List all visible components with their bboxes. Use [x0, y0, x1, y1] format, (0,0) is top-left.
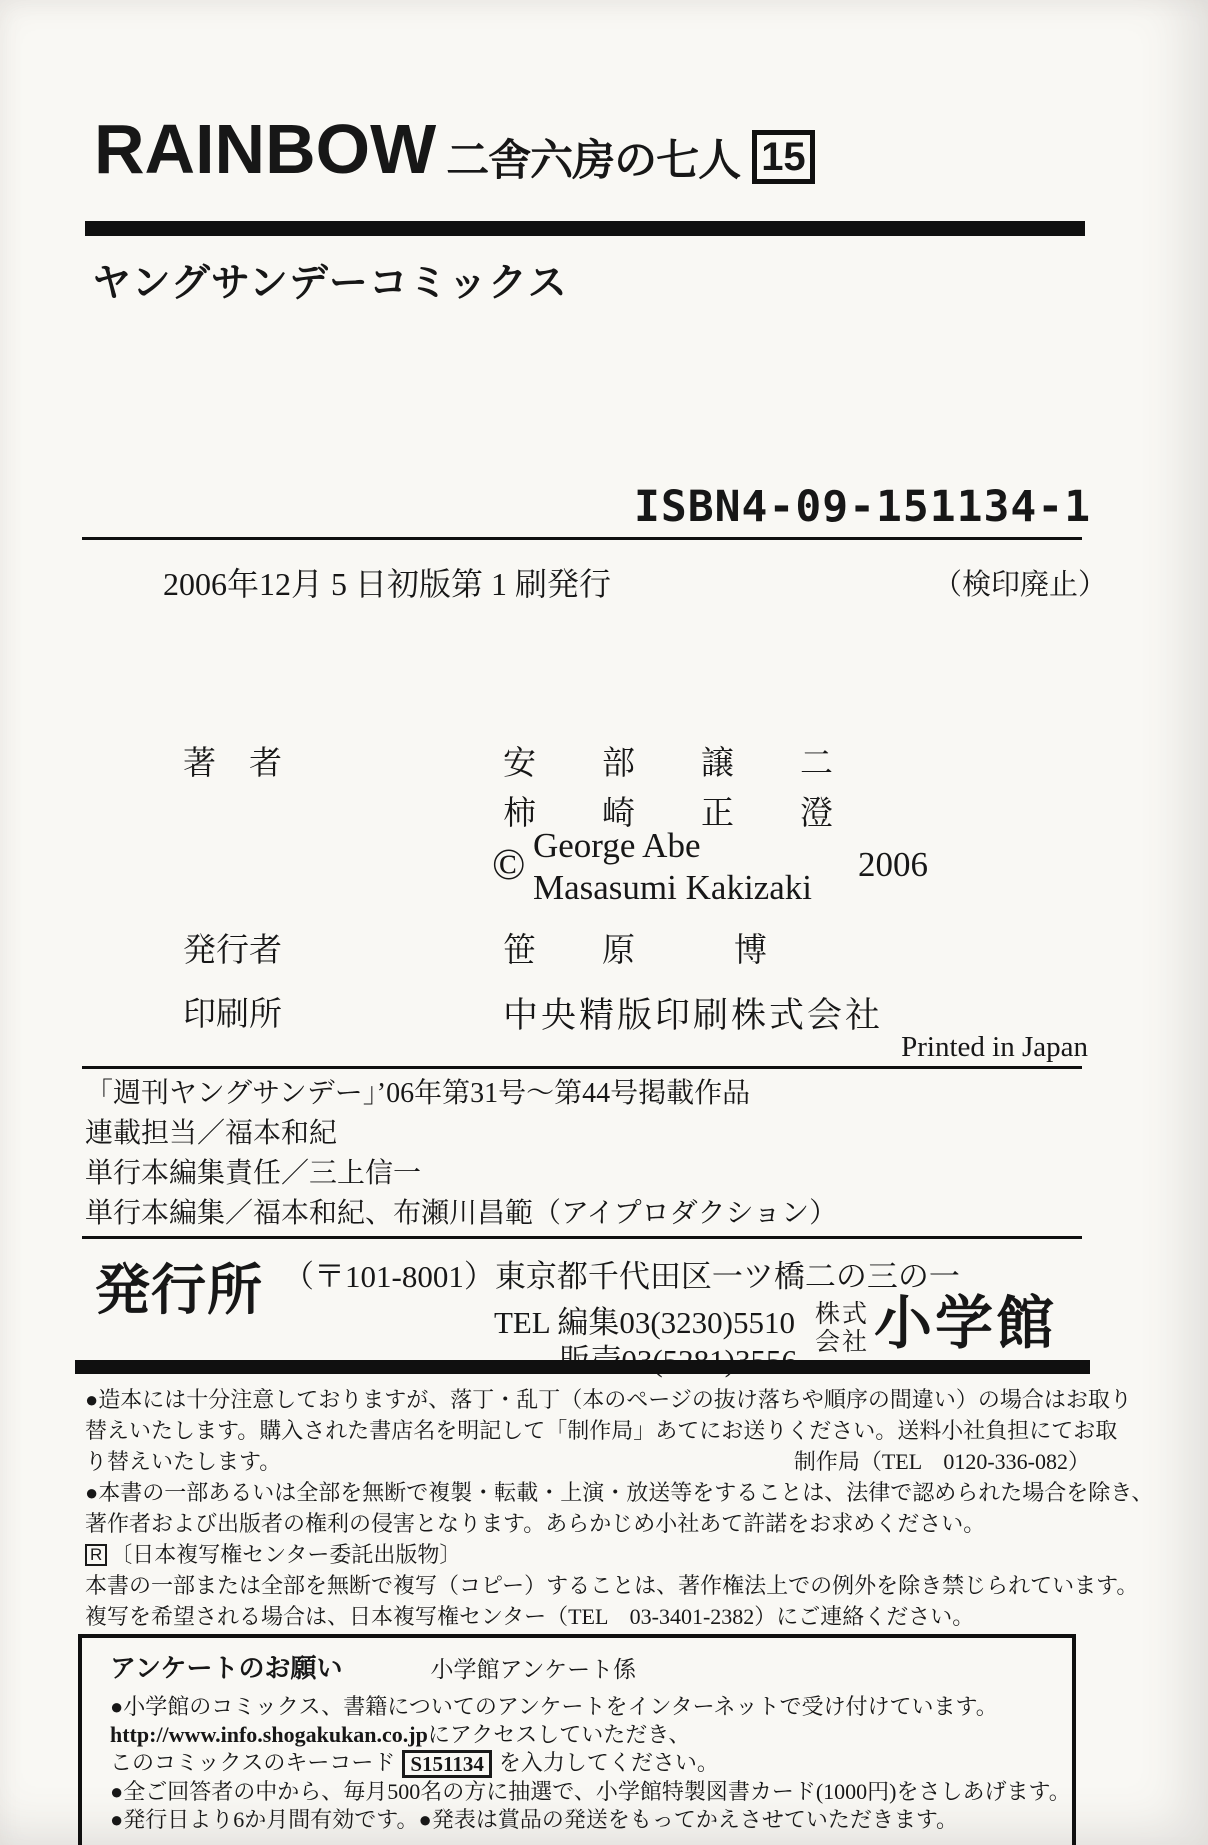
copyright-year: 2006	[858, 845, 928, 884]
binding-notice-line-3	[85, 1446, 1090, 1477]
volume-editors: 単行本編集／福本和紀、布瀬川昌範（アイプロダクション）	[85, 1198, 838, 1229]
divider-thick-publisher	[75, 1360, 1090, 1374]
serialization-editor: 連載担当／福本和紀	[85, 1118, 338, 1149]
author-name-1: 安 部 譲 二	[503, 746, 833, 782]
survey-request-box	[78, 1634, 1076, 1845]
survey-line-internet: ●小学館のコミックス、書籍についてのアンケートをインターネットで受け付けています。	[110, 1694, 998, 1719]
survey-url-text: http://www.info.shogakukan.co.jp	[110, 1722, 428, 1747]
survey-department: 小学館アンケート係	[430, 1657, 637, 1682]
edition-date-line: 2006年12月 5 日初版第 1 刷発行	[163, 566, 612, 602]
copyright-symbol: ©	[492, 840, 526, 889]
jrrc-entrusted-line	[85, 1539, 1090, 1570]
copyright-holder-1: George Abe	[533, 826, 701, 865]
author-name-2: 柿 崎 正 澄	[503, 796, 833, 832]
keycode-suffix: を入力してください。	[498, 1750, 719, 1775]
isbn-number: ISBN4-09-151134-1	[634, 482, 1092, 532]
company-type-stack	[815, 1301, 869, 1357]
author-label: 著 者	[183, 746, 282, 782]
publisher-company-name: 小学館	[874, 1291, 1058, 1356]
survey-title: アンケートのお願い	[110, 1653, 343, 1683]
divider-thin-serial	[82, 1236, 1082, 1239]
survey-line-validity: ●発行日より6か月間有効です。●発表は賞品の発送をもってかえさせていただきます。	[110, 1807, 959, 1832]
company-type-bottom: 会社	[815, 1329, 870, 1356]
publisher-person-name: 笹 原 博	[503, 933, 767, 969]
divider-thin-credits	[82, 1066, 1082, 1069]
printed-in-japan: Printed in Japan	[901, 1031, 1088, 1063]
title-latin: RAINBOW	[94, 110, 437, 188]
photocopy-notice-line-1: 本書の一部または全部を無断で複写（コピー）することは、著作権法上での例外を除き禁じられています。	[85, 1573, 1139, 1598]
legal-notices	[85, 1384, 1154, 1632]
production-bureau-contact: 制作局（TEL 0120-336-082）	[793, 1449, 1090, 1474]
jrrc-entrusted-text: 〔日本複写権センター委託出版物〕	[110, 1542, 462, 1567]
volume-chief-editor: 単行本編集責任／三上信一	[85, 1158, 422, 1189]
key-code-badge: S151134	[402, 1750, 492, 1778]
copyright-holder-2: Masasumi Kakizaki	[533, 868, 812, 907]
company-type-top: 株式	[815, 1301, 870, 1328]
publishing-house-label: 発行所	[95, 1259, 264, 1321]
book-title	[94, 110, 815, 188]
volume-number-badge: 15	[752, 130, 815, 184]
binding-notice-line-1: ●造本には十分注意しておりますが、落丁・乱丁（本のページの抜け落ちや順序の間違い）の場合はお取り	[85, 1387, 1132, 1412]
serialization-source: 「週刊ヤングサンデー」’06年第31号～第44号掲載作品	[85, 1078, 751, 1109]
photocopy-notice-line-2: 複写を希望される場合は、日本複写権センター（TEL 03-3401-2382）にご連絡ください。	[85, 1604, 975, 1629]
inspection-seal-note: （検印廃止）	[933, 569, 1108, 601]
copyright-notice-line-1: ●本書の一部あるいは全部を無断で複製・転載・上演・放送等をすることは、法律で認められた場合を除き、	[85, 1480, 1154, 1505]
binding-notice-line-2: 替えいたします。購入された書店名を明記して「制作局」あてにお送りください。送料小社負担にてお取	[85, 1418, 1118, 1443]
title-japanese-subtitle: 二舎六房の七人	[446, 136, 741, 185]
divider-thin-isbn	[82, 537, 1082, 540]
publisher-tel-editing: TEL 編集03(3230)5510	[493, 1305, 795, 1340]
survey-line-keycode	[110, 1749, 1044, 1778]
printer-name: 中央精版印刷株式会社	[503, 996, 884, 1035]
divider-thick-title	[85, 221, 1085, 236]
publisher-person-label: 発行者	[183, 933, 282, 969]
survey-line-prize: ●全ご回答者の中から、毎月500名の方に抽選で、小学館特製図書カード(1000円)をさしあげます。	[110, 1779, 1071, 1804]
series-imprint-label: ヤングサンデーコミックス	[92, 262, 568, 305]
keycode-prefix: このコミックスのキーコード	[110, 1750, 396, 1775]
copyright-notice-line-2: 著作者および出版者の権利の侵害となります。あらかじめ小社あて許諾をお求めください。	[85, 1511, 986, 1536]
registered-jrrc-mark-icon: R	[85, 1544, 107, 1566]
survey-header	[110, 1648, 1044, 1685]
printer-label: 印刷所	[183, 997, 282, 1033]
serialization-info	[85, 1074, 837, 1234]
binding-notice-end: り替えいたします。	[85, 1449, 282, 1474]
publisher-address: （〒101-8001）東京都千代田区一ツ橋二の三の一	[283, 1259, 960, 1294]
survey-line-url	[110, 1721, 1044, 1749]
survey-url-rest: にアクセスしていただき、	[427, 1722, 691, 1747]
